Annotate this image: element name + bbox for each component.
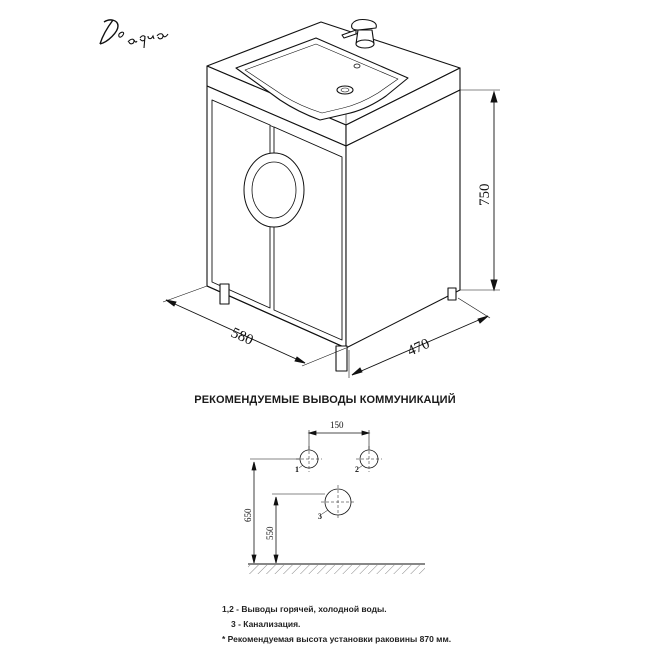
outlet-marker-3: 3 [318, 512, 322, 521]
outlet-marker-2: 2 [355, 465, 359, 474]
vanity-cabinet [207, 20, 460, 372]
leg-left [220, 284, 229, 304]
note-mount-height: * Рекомендуемая высота установки раковины 870 мм. [222, 634, 452, 644]
notes [222, 602, 451, 647]
note-water-outlets: 1,2 - Выводы горячей, холодной воды. [222, 604, 387, 614]
dim-width-label: 580 [228, 325, 256, 349]
leg-right [448, 288, 456, 300]
note-drain: 3 - Канализация. [231, 619, 301, 629]
outlet-spacing-label: 150 [330, 420, 344, 430]
outlet-height-supply-label: 650 [243, 508, 253, 522]
outlet-height-drain-label: 550 [265, 526, 275, 540]
round-handle-icon [244, 153, 304, 227]
brand-logo [100, 20, 168, 48]
outlets-diagram [248, 430, 425, 564]
dim-height-label: 750 [477, 183, 493, 206]
outlet-marker-1: 1 [295, 465, 299, 474]
dim-depth-label: 470 [405, 335, 433, 360]
floor-hatch [248, 565, 425, 574]
section-title: РЕКОМЕНДУЕМЫЕ ВЫВОДЫ КОММУНИКАЦИЙ [194, 394, 456, 406]
